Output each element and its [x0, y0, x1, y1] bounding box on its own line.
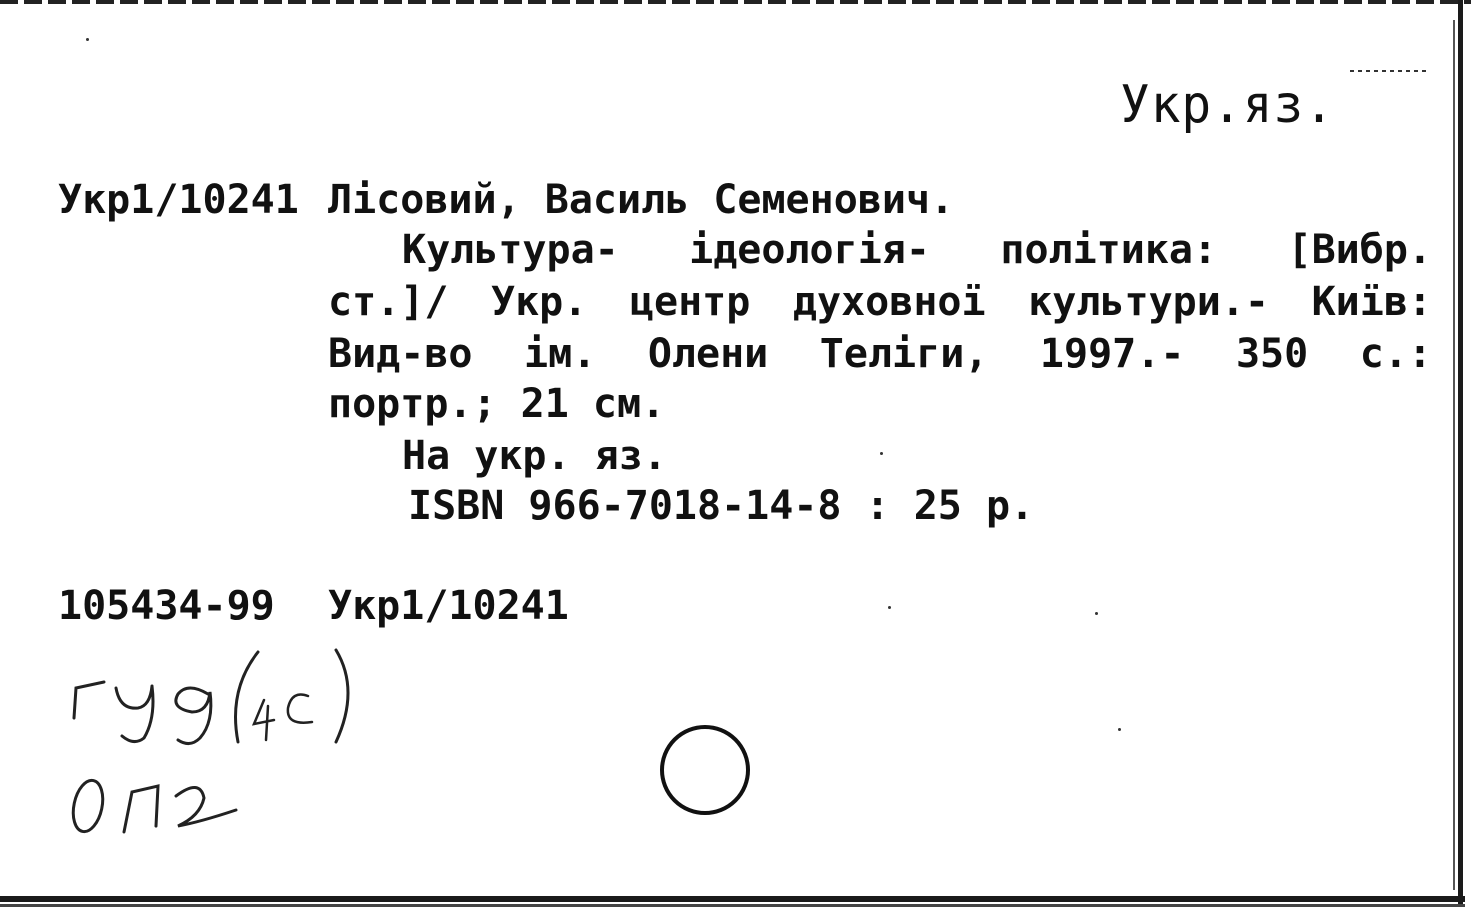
author-heading: Лісовий, Василь Семенович.: [328, 177, 955, 223]
card-top-edge: [0, 0, 1471, 4]
language-note: На укр. яз.: [402, 433, 667, 479]
card-right-inner-edge: [1453, 20, 1455, 890]
speck: [1118, 728, 1121, 731]
card-bottom-edge: [0, 896, 1465, 902]
circle-stamp: [655, 718, 765, 828]
isbn-line: ISBN 966-7018-14-8 : 25 р.: [408, 483, 1035, 529]
speck: [880, 452, 883, 455]
call-number: Укр1/10241: [58, 177, 299, 223]
speck: [86, 38, 89, 41]
title-line-1: Культура- ідеологія- політика: [Вибр.: [402, 227, 1432, 273]
speck: [1095, 612, 1098, 615]
handwritten-section-mark: [60, 770, 260, 840]
accession-call-number: Укр1/10241: [328, 583, 569, 629]
handwritten-classification: [60, 630, 380, 760]
title-line-2: ст.]/ Укр. центр духовної культури.- Київ:: [328, 279, 1432, 325]
speck: [888, 606, 891, 609]
corner-dash-mark: [1350, 70, 1430, 72]
card-right-edge: [1458, 0, 1463, 904]
title-line-4: портр.; 21 см.: [328, 381, 666, 427]
title-line-3: Вид-во ім. Олени Теліги, 1997.- 350 с.:: [328, 331, 1432, 377]
shelf-mark: Укр.яз.: [1120, 75, 1335, 135]
accession-number: 105434-99: [58, 583, 275, 629]
card-bottom-inner-edge: [0, 904, 1465, 907]
